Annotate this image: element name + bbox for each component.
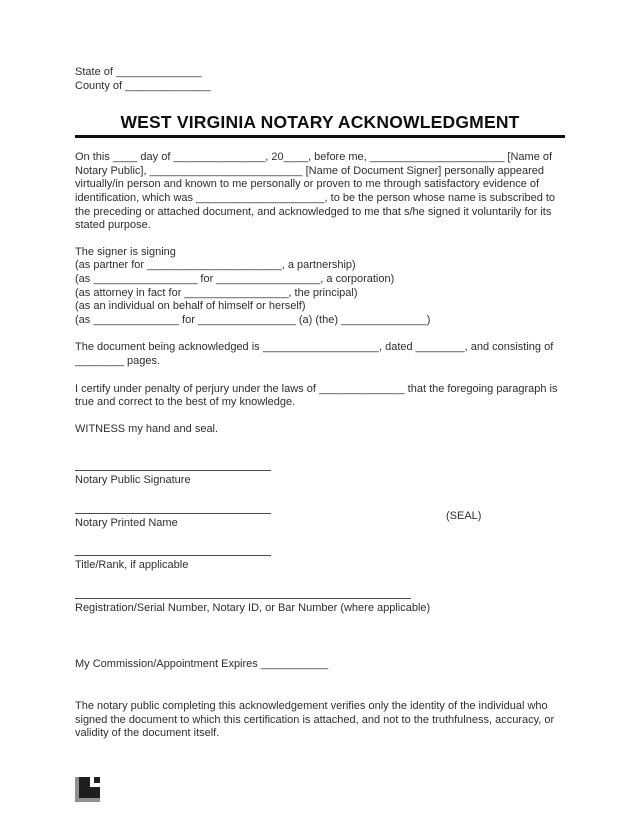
notary-printed-name-field (75, 509, 565, 531)
acknowledgment-intro-paragraph: On this ____ day of _______________, 20____, before me, ______________________ [Name of Notary Public], _________________________ [Name of Document Signer] personally appeared virtually/in person and known to me personally or proven to me through satisfactory evidence of identification, which was _____________________, to be the person whose name is subscribed to the preceding or attached document, and acknowledged to me that s/he signed it voluntarily for its stated purpose. (75, 151, 556, 232)
witness-line: WITNESS my hand and seal. (75, 422, 219, 435)
logo-corner-square (94, 777, 100, 783)
county-of-line: County of ______________ (75, 79, 211, 92)
registration-number-label: Registration/Serial Number, Notary ID, or Bar Number (where applicable) (75, 602, 431, 615)
venue-block (75, 66, 565, 93)
signer-option-attorney-in-fact: (as attorney in fact for _________________, the principal) (75, 286, 358, 299)
title-rank-label: Title/Rank, if applicable (75, 559, 189, 572)
notary-signature-field (75, 470, 565, 488)
signer-capacity-section (75, 246, 565, 328)
signer-option-other: (as ______________ for ________________ (a) (the) ______________) (75, 313, 431, 326)
commission-expiration-line: My Commission/Appointment Expires ___________ (75, 657, 329, 670)
notary-disclaimer-paragraph: The notary public completing this acknowledgement verifies only the identity of the individual who signed the document to which this certification is attached, and not to the truthfulness, accuracy, or validity of the document itself. (75, 700, 555, 740)
registration-number-field (75, 598, 565, 616)
notary-signature-label: Notary Public Signature (75, 474, 191, 487)
page-title: WEST VIRGINIA NOTARY ACKNOWLEDGMENT (75, 112, 565, 138)
signer-option-corporation: (as _________________ for _________________, a corporation) (75, 272, 395, 285)
signer-option-partnership: (as partner for ______________________, a partnership) (75, 259, 356, 272)
state-of-line: State of ______________ (75, 66, 202, 78)
seal-placeholder: (SEAL) (446, 509, 482, 522)
certification-paragraph: I certify under penalty of perjury under the laws of ______________ that the foregoing paragraph is true and correct to the best of my knowledge. (75, 382, 558, 409)
notary-printed-name-label: Notary Printed Name (75, 516, 178, 529)
title-rank-field (75, 555, 565, 573)
signer-option-individual: (as an individual on behalf of himself or herself) (75, 300, 306, 313)
legaltemplates-logo-icon (75, 777, 100, 802)
signer-section-heading: The signer is signing (75, 245, 176, 258)
document-description-paragraph: The document being acknowledged is ___________________, dated ________, and consisting of ________ pages. (75, 341, 554, 367)
